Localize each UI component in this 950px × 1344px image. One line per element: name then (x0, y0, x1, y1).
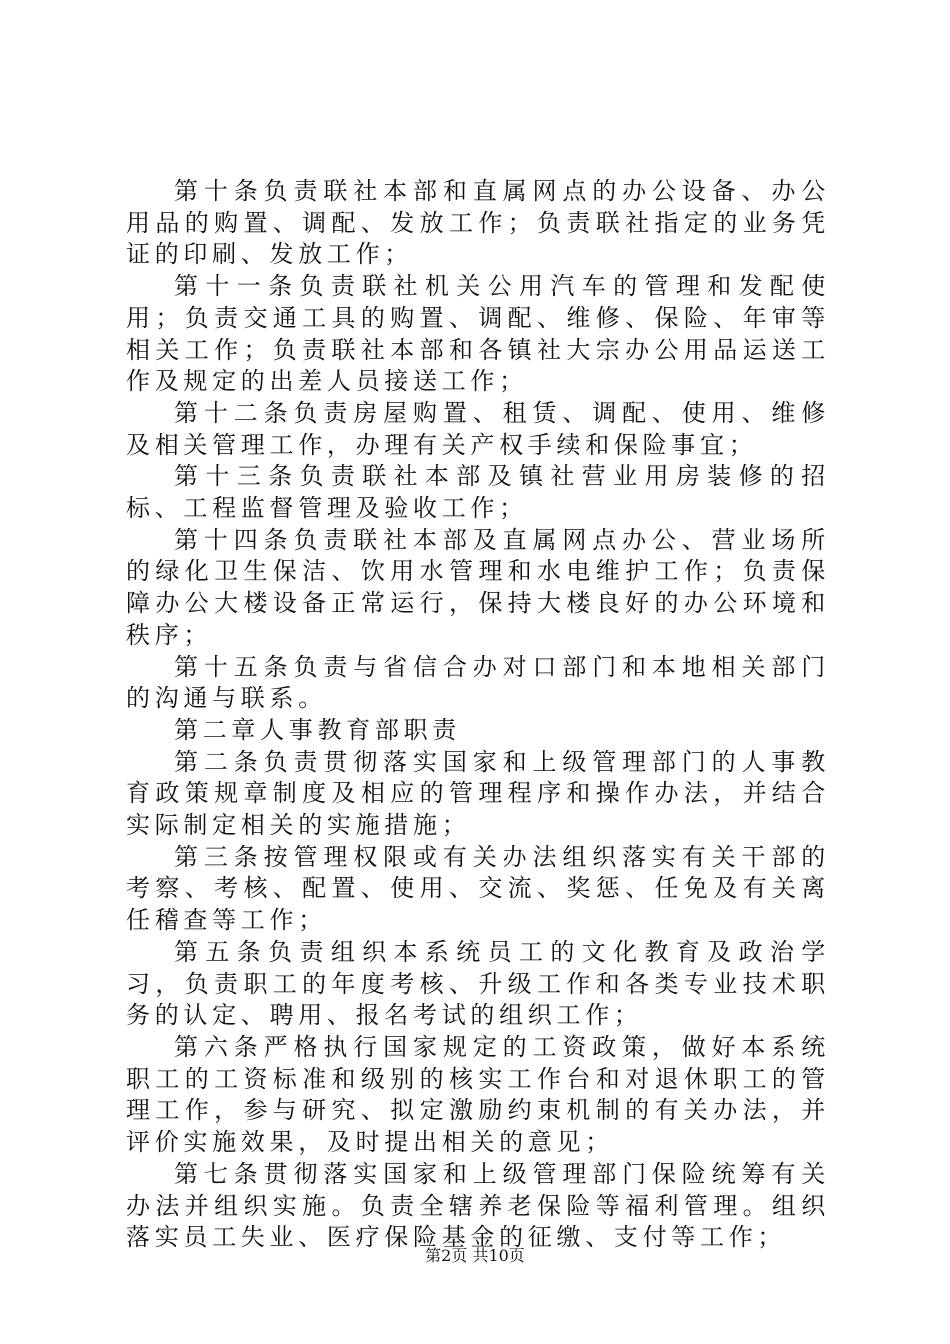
paragraph-article-2: 第二条负责贯彻落实国家和上级管理部门的人事教育政策规章制度及相应的管理程序和操作办法，并结合实际制定相关的实施措施； (126, 747, 830, 840)
paragraph-article-15: 第十五条负责与省信合办对口部门和本地相关部门的沟通与联系。 (126, 652, 830, 713)
chapter-heading: 第二章人事教育部职责 (174, 715, 461, 744)
paragraph-article-5: 第五条负责组织本系统员工的文化教育及政治学习，负责职工的年度考核、升级工作和各类专业技术职务的认定、聘用、报名考试的组织工作； (126, 937, 830, 1030)
document-body (126, 176, 830, 1254)
paragraph-article-12: 第十二条负责房屋购置、租赁、调配、使用、维修及相关管理工作，办理有关产权手续和保险事宜； (126, 398, 830, 459)
paragraph-article-13: 第十三条负责联社本部及镇社营业用房装修的招标、工程监督管理及验收工作； (126, 462, 830, 523)
paragraph-article-10: 第十条负责联社本部和直属网点的办公设备、办公用品的购置、调配、发放工作；负责联社指定的业务凭证的印刷、发放工作； (126, 177, 830, 269)
paragraph-article-7: 第七条贯彻落实国家和上级管理部门保险统筹有关办法并组织实施。负责全辖养老保险等福利管理。组织落实员工失业、医疗保险基金的征缴、支付等工作； (126, 1159, 830, 1252)
paragraph-article-6: 第六条严格执行国家规定的工资政策，做好本系统职工的工资标准和级别的核实工作台和对退休职工的管理工作，参与研究、拟定激励约束机制的有关办法，并评价实施效果，及时提出相关的意见； (126, 1032, 830, 1157)
paragraph-article-3: 第三条按管理权限或有关办法组织落实有关干部的考察、考核、配置、使用、交流、奖惩、任免及有关离任稽查等工作； (126, 842, 830, 935)
page-number-footer: 第2页 共10页 (425, 1246, 525, 1265)
paragraph-article-11: 第十一条负责联社机关公用汽车的管理和发配使用；负责交通工具的购置、调配、维修、保险、年审等相关工作；负责联社本部和各镇社大宗办公用品运送工作及规定的出差人员接送工作； (126, 272, 830, 396)
paragraph-article-14: 第十四条负责联社本部及直属网点办公、营业场所的绿化卫生保洁、饮用水管理和水电维护工作；负责保障办公大楼设备正常运行，保持大楼良好的办公环境和秩序； (126, 525, 830, 649)
